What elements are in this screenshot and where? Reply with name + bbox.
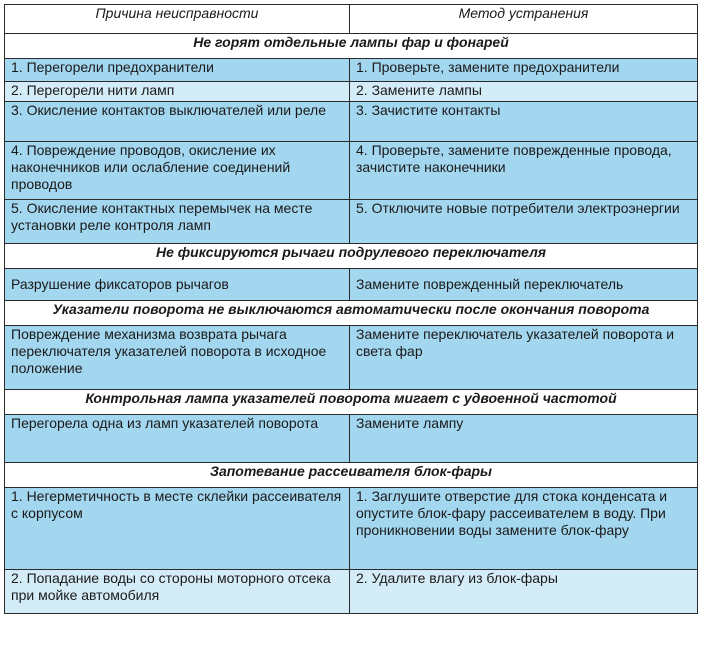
cause-cell: Повреждение механизма возврата рычага переключателя указателей поворота в исходное положение [5, 326, 350, 390]
table-row [5, 326, 698, 390]
table-row [5, 200, 698, 244]
table-row [5, 488, 698, 570]
table-row [5, 59, 698, 82]
cause-cell: 2. Попадание воды со стороны моторного отсека при мойке автомобиля [5, 570, 350, 614]
remedy-cell: 2. Замените лампы [350, 82, 698, 102]
remedy-cell: 3. Зачистите контакты [350, 102, 698, 142]
section-title: Не фиксируются рычаги подрулевого переключателя [5, 244, 698, 269]
section-header-indicator-lamp [5, 390, 698, 415]
cause-cell: 1. Негерметичность в месте склейки рассеивателя с корпусом [5, 488, 350, 570]
remedy-cell: 1. Проверьте, замените предохранители [350, 59, 698, 82]
cause-cell: 4. Повреждение проводов, окисление их наконечников или ослабление соединений проводов [5, 142, 350, 200]
section-title: Запотевание рассеивателя блок-фары [5, 463, 698, 488]
section-header-headlight-fogging [5, 463, 698, 488]
table-row [5, 269, 698, 301]
table-row [5, 415, 698, 463]
cause-cell: Разрушение фиксаторов рычагов [5, 269, 350, 301]
remedy-cell: Замените лампу [350, 415, 698, 463]
troubleshooting-table [4, 4, 698, 614]
table-row [5, 82, 698, 102]
header-remedy: Метод устранения [350, 5, 698, 34]
header-cause: Причина неисправности [5, 5, 350, 34]
section-title: Указатели поворота не выключаются автоматически после окончания поворота [5, 301, 698, 326]
remedy-cell: 2. Удалите влагу из блок-фары [350, 570, 698, 614]
section-header-lamps [5, 34, 698, 59]
section-title: Не горят отдельные лампы фар и фонарей [5, 34, 698, 59]
table-header [5, 5, 698, 34]
cause-cell: Перегорела одна из ламп указателей поворота [5, 415, 350, 463]
cause-cell: 5. Окисление контактных перемычек на месте установки реле контроля ламп [5, 200, 350, 244]
cause-cell: 2. Перегорели нити ламп [5, 82, 350, 102]
cause-cell: 3. Окисление контактов выключателей или реле [5, 102, 350, 142]
section-header-levers [5, 244, 698, 269]
table-row [5, 570, 698, 614]
remedy-cell: Замените переключатель указателей поворота и света фар [350, 326, 698, 390]
section-header-turn-signals [5, 301, 698, 326]
remedy-cell: 4. Проверьте, замените поврежденные провода, зачистите наконечники [350, 142, 698, 200]
remedy-cell: 1. Заглушите отверстие для стока конденсата и опустите блок-фару рассеивателем в воду. При проникновении воды замените блок-фару [350, 488, 698, 570]
cause-cell: 1. Перегорели предохранители [5, 59, 350, 82]
table-row [5, 142, 698, 200]
remedy-cell: 5. Отключите новые потребители электроэнергии [350, 200, 698, 244]
section-title: Контрольная лампа указателей поворота мигает с удвоенной частотой [5, 390, 698, 415]
table-row [5, 102, 698, 142]
remedy-cell: Замените поврежденный переключатель [350, 269, 698, 301]
